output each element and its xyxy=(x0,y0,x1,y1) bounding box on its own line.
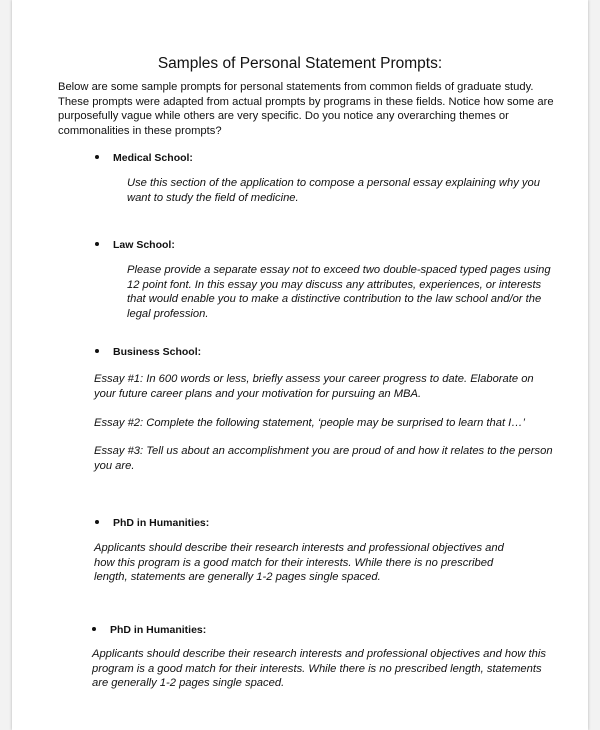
section-heading-medical-school xyxy=(95,151,193,166)
section-heading-label: Law School: xyxy=(113,239,175,251)
bullet-icon xyxy=(95,242,99,246)
bullet-icon xyxy=(95,520,99,524)
section-heading-label: PhD in Humanities: xyxy=(113,517,210,529)
section-paragraph: Essay #2: Complete the following statement, ‘people may be surprised to learn that I…’ xyxy=(94,417,525,429)
document-page xyxy=(12,0,588,730)
section-paragraph: Essay #1: In 600 words or less, briefly assess your career progress to date. Elaborate on your future career plans and your motivation for pursuing an MBA. xyxy=(94,373,534,400)
bullet-icon xyxy=(95,155,99,159)
section-heading-label: PhD in Humanities: xyxy=(110,624,207,636)
section-paragraph: Essay #3: Tell us about an accomplishment you are proud of and how it relates to the person you are. xyxy=(94,445,553,472)
section-heading-phd-humanities xyxy=(95,516,209,531)
section-paragraph: Use this section of the application to compose a personal essay explaining why you want to study the field of medicine. xyxy=(127,177,540,204)
page-title: Samples of Personal Statement Prompts: xyxy=(157,55,443,72)
section-paragraph: Please provide a separate essay not to exceed two double-spaced typed pages using 12 point font. In this essay you may discuss any attributes, experiences, or interests that would enable you to make a distinctive contribution to the law school and/or the legal profession. xyxy=(127,264,551,320)
section-heading-label: Business School: xyxy=(113,346,202,358)
intro-paragraph: Below are some sample prompts for personal statements from common fields of graduate study. These prompts were adapted from actual prompts by programs in these fields. Notice how some are purposefully vague while others are very specific. Do you notice any overarching themes or commonalities in these prompts? xyxy=(58,81,554,137)
section-heading-label: Medical School: xyxy=(113,152,193,164)
section-heading-business-school xyxy=(95,345,201,360)
section-heading-phd-humanities xyxy=(92,623,206,638)
section-heading-law-school xyxy=(95,238,175,253)
bullet-icon xyxy=(95,349,99,353)
section-paragraph: Applicants should describe their research interests and professional objectives and how this program is a good match for their interests. While there is no prescribed length, statements are generally 1-2 pages single spaced. xyxy=(92,648,546,690)
section-paragraph: Applicants should describe their research interests and professional objectives and how this program is a good match for their interests. While there is no prescribed length, statements are generally 1-2 pages single spaced. xyxy=(94,542,504,584)
bullet-icon xyxy=(92,627,96,631)
